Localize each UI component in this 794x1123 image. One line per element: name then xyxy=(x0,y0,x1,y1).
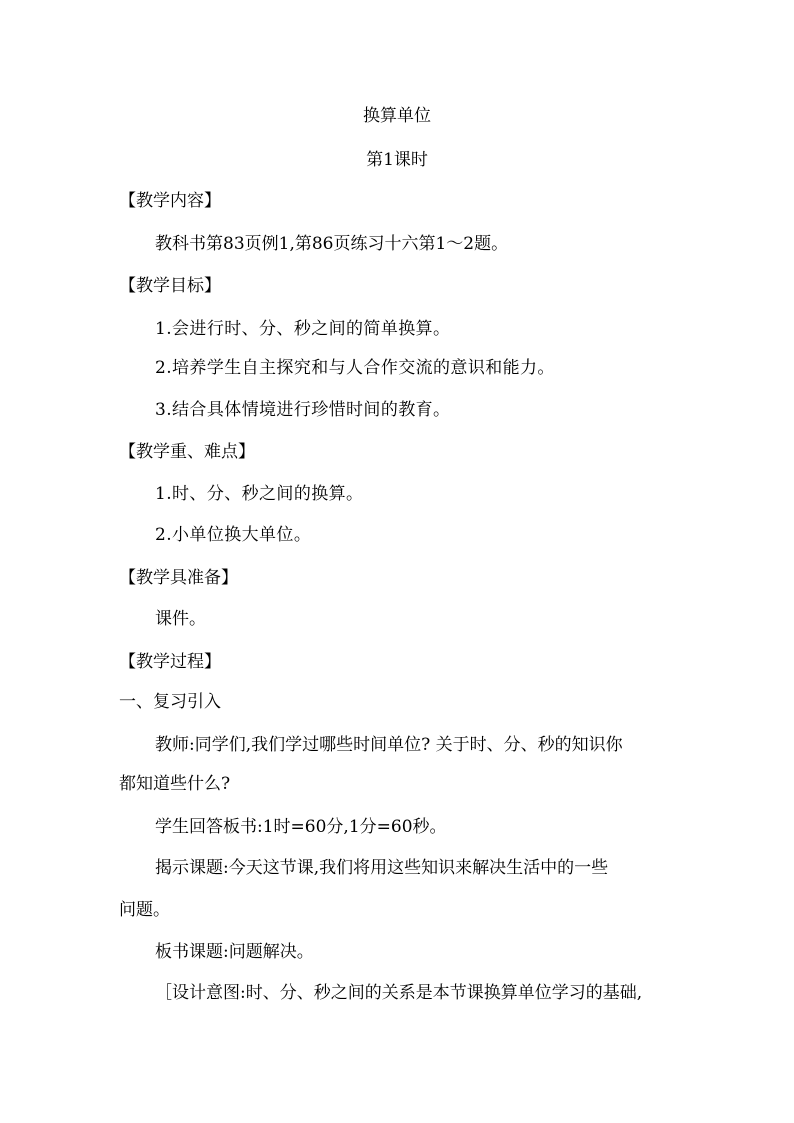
key-point-2: 2.小单位换大单位。 xyxy=(155,525,312,545)
section-heading-preparation: 【教学具准备】 xyxy=(119,568,238,588)
content-text: 教科书第83页例1,第86页练习十六第1～2题。 xyxy=(155,234,509,254)
preparation-text: 课件。 xyxy=(155,609,206,629)
section-heading-content: 【教学内容】 xyxy=(119,191,221,211)
goal-item-3: 3.结合具体情境进行珍惜时间的教育。 xyxy=(155,400,451,420)
paragraph-teacher-question-line-2: 都知道些什么? xyxy=(119,774,231,794)
section-heading-goals: 【教学目标】 xyxy=(119,276,221,296)
paragraph-reveal-topic-line-2: 问题。 xyxy=(119,900,170,920)
section-heading-key-points: 【教学重、难点】 xyxy=(119,442,255,462)
goal-item-1: 1.会进行时、分、秒之间的简单换算。 xyxy=(155,319,451,339)
page-title: 换算单位 xyxy=(363,106,431,126)
goal-item-2: 2.培养学生自主探究和与人合作交流的意识和能力。 xyxy=(155,358,555,378)
key-point-1: 1.时、分、秒之间的换算。 xyxy=(155,484,364,504)
lesson-subtitle: 第1课时 xyxy=(366,150,428,170)
paragraph-student-answer: 学生回答板书:1时=60分,1分=60秒。 xyxy=(155,817,447,837)
paragraph-design-intent: ［设计意图:时、分、秒之间的关系是本节课换算单位学习的基础, xyxy=(155,983,643,1003)
section-heading-process: 【教学过程】 xyxy=(119,652,221,672)
paragraph-board-topic: 板书课题:问题解决。 xyxy=(155,942,314,962)
paragraph-reveal-topic-line-1: 揭示课题:今天这节课,我们将用这些知识来解决生活中的一些 xyxy=(155,858,609,878)
paragraph-teacher-question-line-1: 教师:同学们,我们学过哪些时间单位? 关于时、分、秒的知识你 xyxy=(155,735,623,755)
part-heading-review: 一、复习引入 xyxy=(119,692,221,712)
